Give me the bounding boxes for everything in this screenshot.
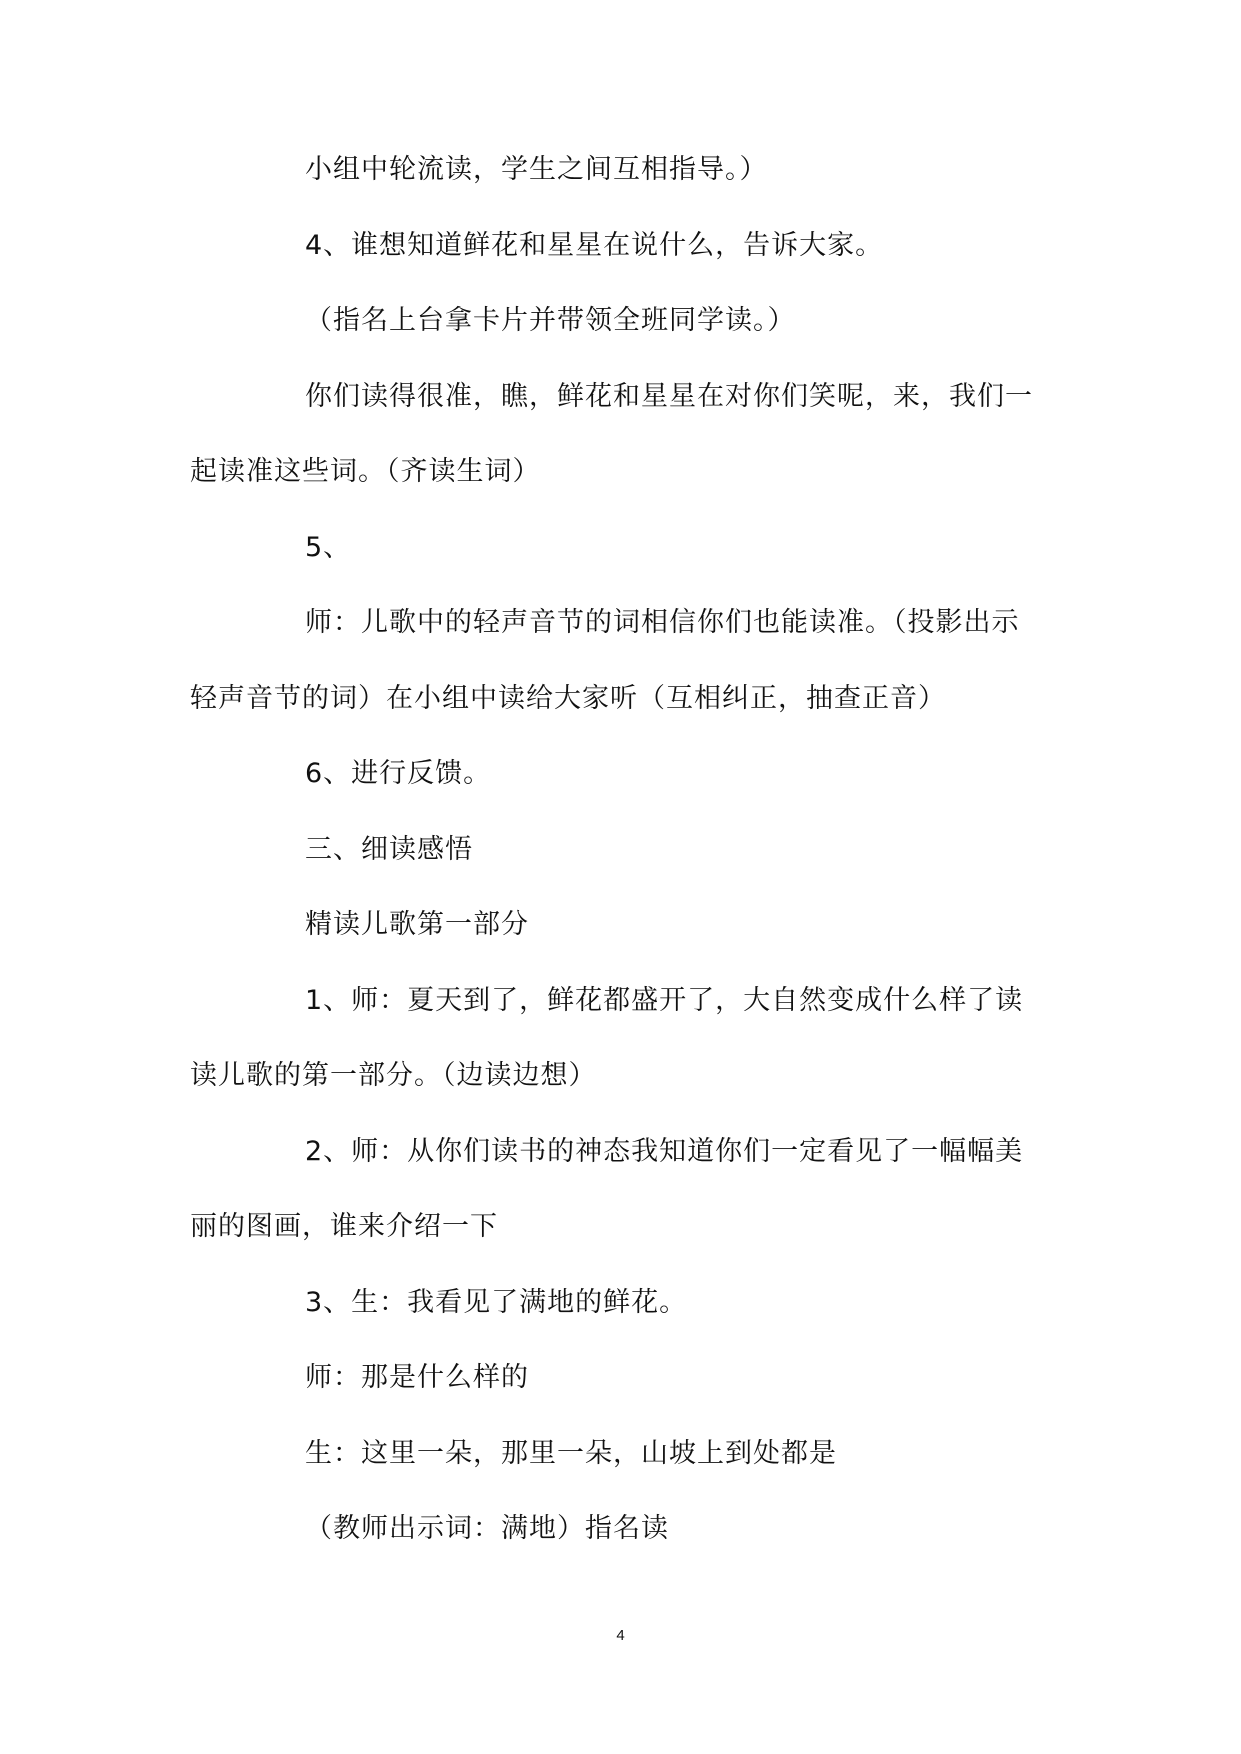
text-line: 轻声音节的词）在小组中读给大家听（互相纠正，抽查正音） bbox=[190, 683, 946, 714]
text-line: 1、师：夏天到了，鲜花都盛开了，大自然变成什么样了读 bbox=[305, 985, 1024, 1016]
text-line: 丽的图画，谁来介绍一下 bbox=[190, 1211, 498, 1242]
text-line: 起读准这些词。（齐读生词） bbox=[190, 456, 541, 487]
text-line: （指名上台拿卡片并带领全班同学读。） bbox=[305, 305, 796, 336]
text-line: 2、师：从你们读书的神态我知道你们一定看见了一幅幅美 bbox=[305, 1136, 1024, 1167]
text-line: 你们读得很准，瞧，鲜花和星星在对你们笑呢，来，我们一 bbox=[305, 381, 1033, 412]
text-line: 小组中轮流读，学生之间互相指导。） bbox=[305, 154, 768, 185]
text-line: 6、进行反馈。 bbox=[305, 758, 492, 789]
text-line: （教师出示词：满地）指名读 bbox=[305, 1513, 669, 1544]
text-line: 生：这里一朵，那里一朵，山坡上到处都是 bbox=[305, 1438, 837, 1469]
section-heading: 三、细读感悟 bbox=[305, 834, 473, 865]
text-line: 5、 bbox=[305, 532, 352, 563]
subsection-heading: 精读儿歌第一部分 bbox=[305, 909, 529, 940]
text-line: 师：那是什么样的 bbox=[305, 1362, 529, 1393]
text-line: 读儿歌的第一部分。（边读边想） bbox=[190, 1060, 597, 1091]
text-line: 师：儿歌中的轻声音节的词相信你们也能读准。（投影出示 bbox=[305, 607, 1020, 638]
text-line: 4、谁想知道鲜花和星星在说什么，告诉大家。 bbox=[305, 230, 884, 261]
text-line: 3、生：我看见了满地的鲜花。 bbox=[305, 1287, 688, 1318]
page-number: 4 bbox=[616, 1627, 625, 1644]
